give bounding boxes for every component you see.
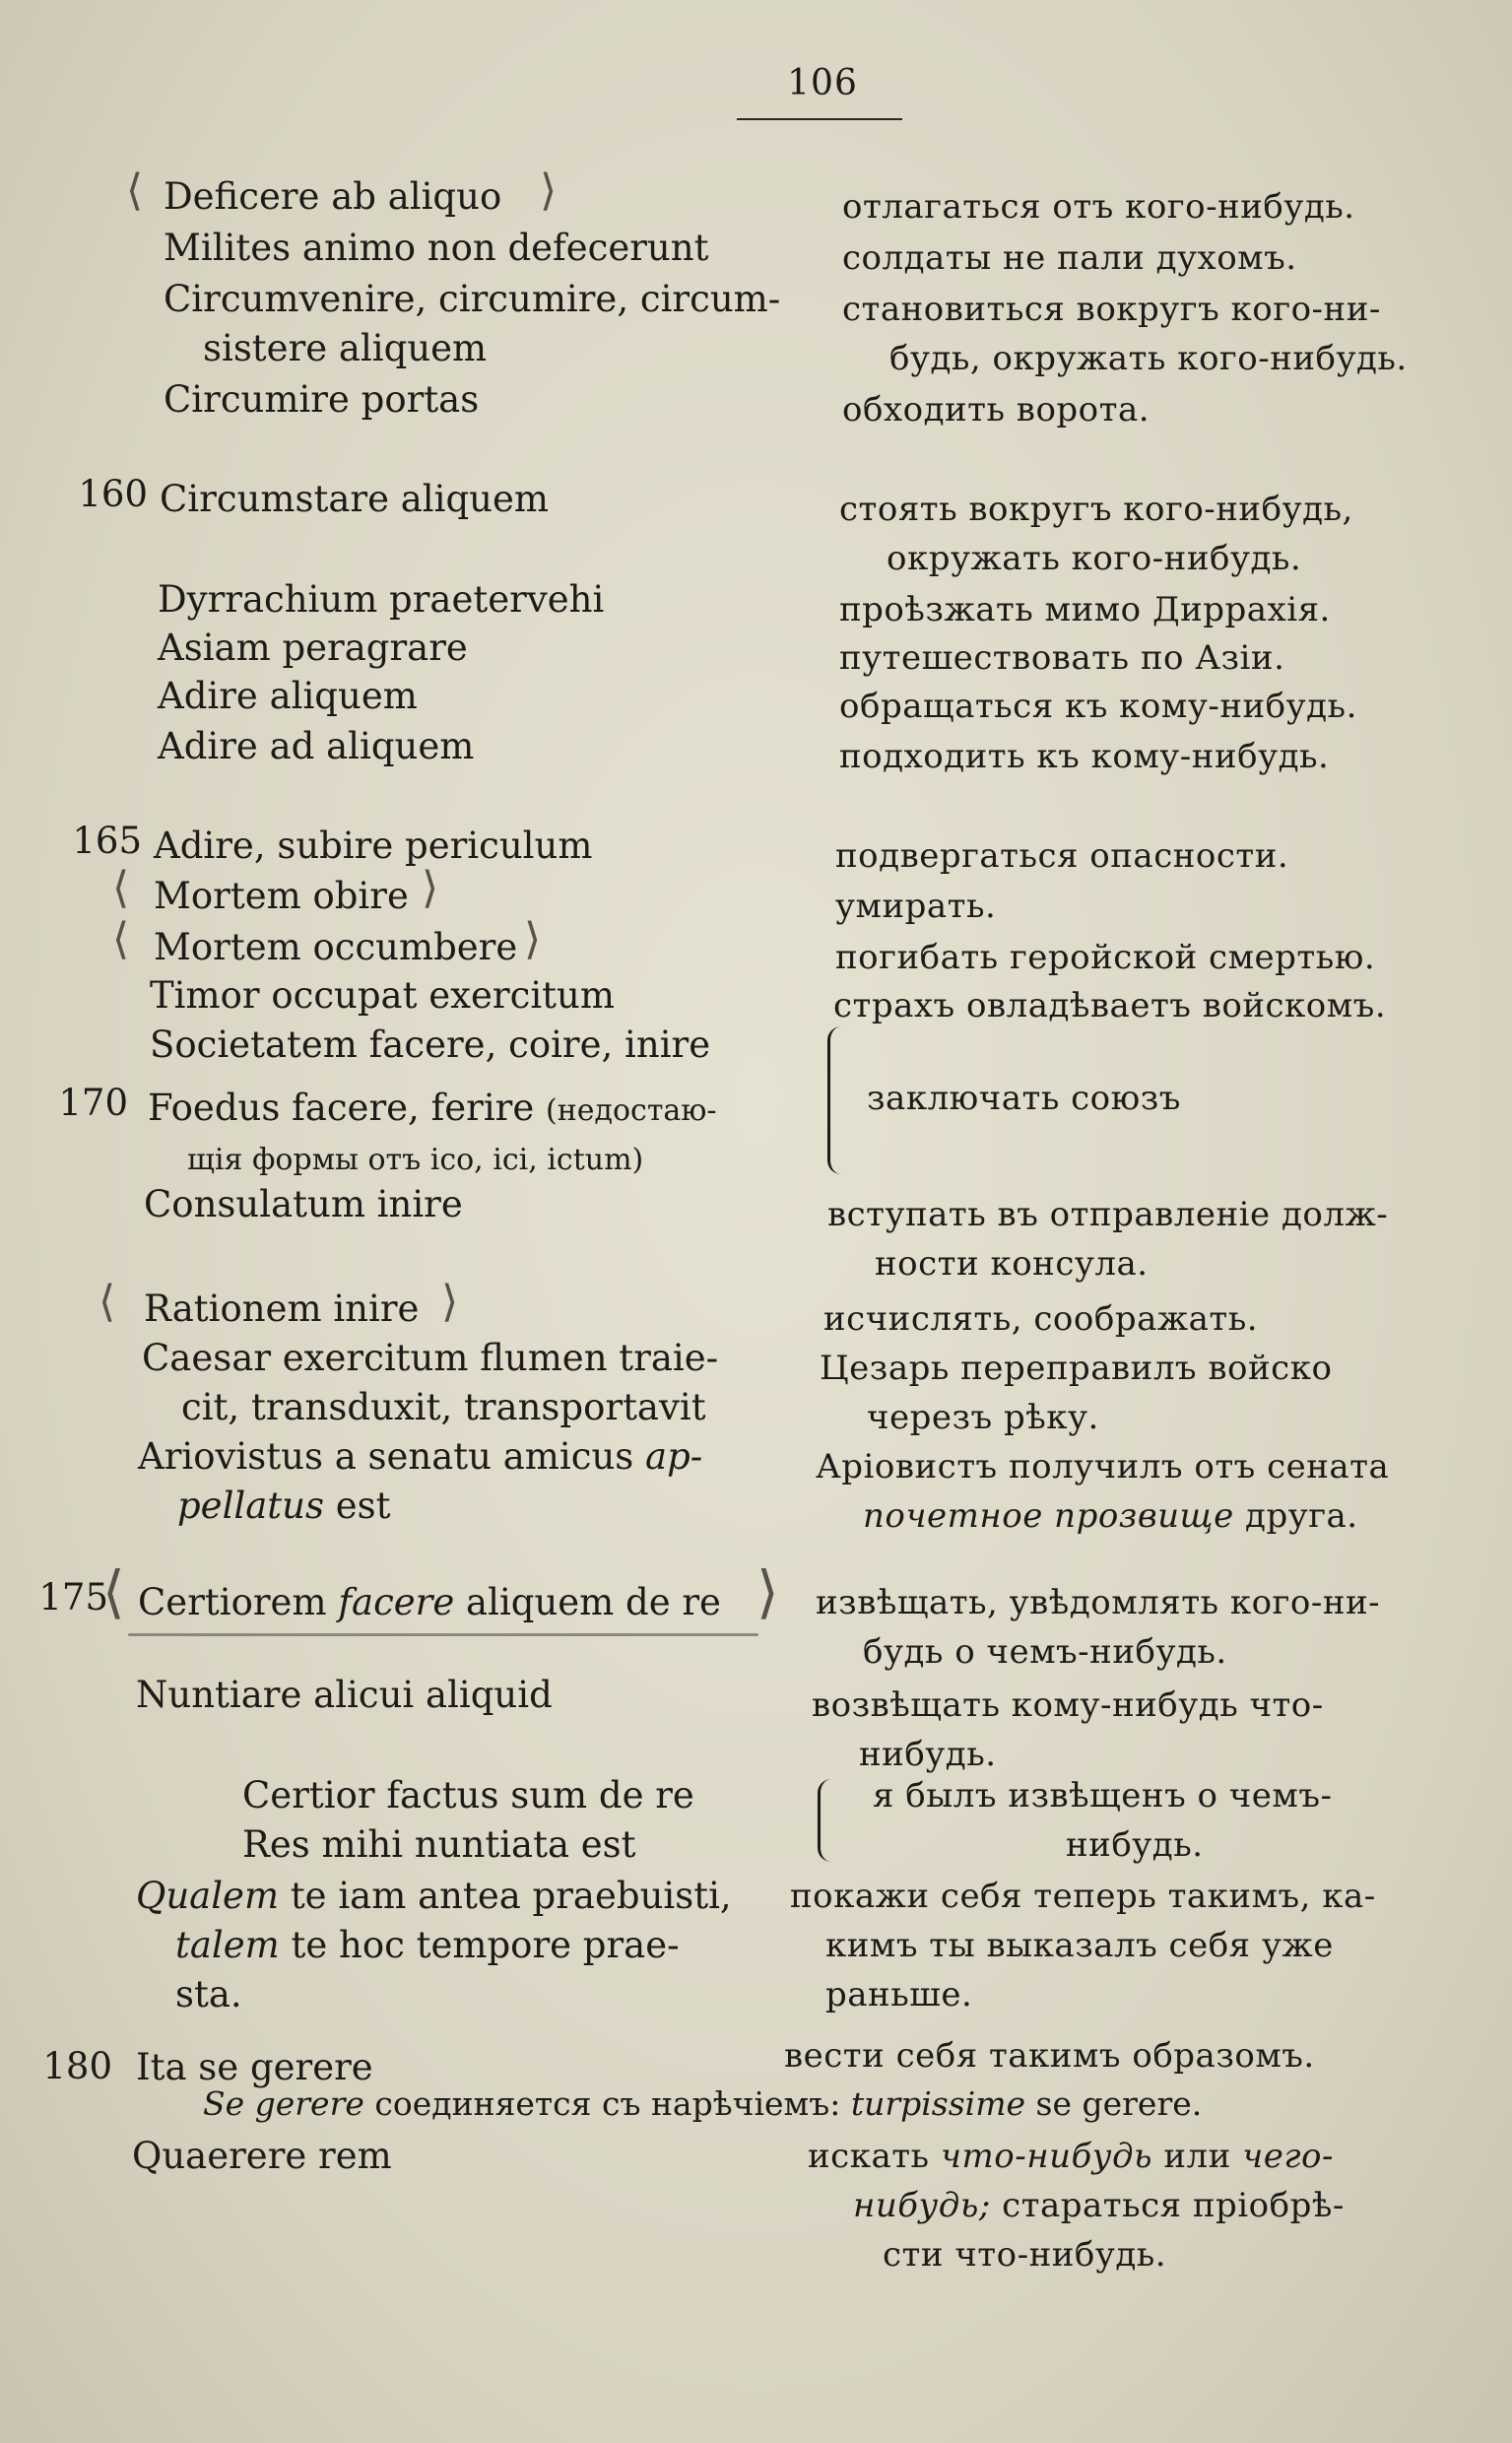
latin-text: Certiorem (138, 1581, 327, 1623)
latin-phrase: Ita se gerere (136, 2046, 373, 2088)
russian-line-continued: раньше. (825, 1975, 973, 2014)
latin-phrase: Milites animo non defecerunt (164, 227, 709, 269)
latin-phrase (138, 1578, 721, 1627)
russian-translation: погибать геройской смертью. (835, 938, 1376, 977)
russian-translation (827, 1190, 1388, 1288)
latin-line: Circumvenire, circumire, circum- (164, 278, 781, 320)
page-number-rule (737, 118, 902, 120)
latin-line-continued: щія формы отъ ico, ici, ictum) (187, 1143, 644, 1177)
russian-translation: умирать. (835, 887, 997, 926)
latin-line: Caesar exercitum flumen traie- (142, 1337, 719, 1379)
latin-text: Ariovistus a senatu amicus (138, 1435, 634, 1478)
latin-phrase: Deficere ab aliquo (164, 175, 502, 218)
russian-text: друга. (1245, 1496, 1358, 1536)
latin-phrase: Adire, subire periculum (154, 825, 593, 867)
latin-phrase: Mortem obire (154, 875, 409, 917)
russian-translation: вести себя такимъ образомъ. (784, 2036, 1315, 2076)
latin-line: Certior factus sum de re (242, 1774, 694, 1816)
russian-line: извѣщать, увѣдомлять кого-ни- (816, 1583, 1381, 1622)
line-number: 160 (78, 473, 148, 515)
note-text: se gerere. (1035, 2084, 1203, 2123)
latin-phrase: Asiam peragrare (158, 627, 468, 669)
latin-text: te iam antea praebuisti, (290, 1875, 732, 1917)
pencil-bracket-right-icon: ⟩ (441, 1277, 459, 1327)
russian-translation: обходить ворота. (842, 390, 1150, 429)
pencil-bracket-left-icon: ⟨ (99, 1277, 116, 1327)
russian-line-continued (808, 2181, 1345, 2230)
latin-phrase: Timor occupat exercitum (150, 974, 615, 1017)
russian-translation (812, 1681, 1324, 1779)
russian-line: покажи себя теперь такимъ, ка- (790, 1877, 1376, 1916)
russian-line: Цезарь переправилъ войско (820, 1349, 1333, 1388)
latin-line: Foedus facere, ferire (148, 1087, 535, 1129)
latin-phrase: Rationem inire (144, 1288, 420, 1330)
russian-translation: путешествовать по Азіи. (839, 638, 1285, 678)
latin-phrase (242, 1771, 694, 1870)
latin-note: (недостаю- (546, 1093, 717, 1128)
russian-translation (816, 1442, 1389, 1541)
russian-translation (820, 1344, 1332, 1442)
line-number: 165 (72, 820, 142, 862)
russian-line: вступать въ отправленіе долж- (827, 1195, 1389, 1234)
grouping-brace (827, 1026, 854, 1174)
latin-phrase: Circumire portas (164, 378, 480, 421)
russian-translation: обращаться къ кому-нибудь. (839, 687, 1357, 726)
latin-text: te hoc tempore prae- (291, 1924, 680, 1966)
russian-line: стоять вокругъ кого-нибудь, (839, 490, 1353, 529)
line-number: 175 (38, 1576, 108, 1618)
line-number: 170 (58, 1082, 128, 1124)
russian-translation: проѣзжать мимо Диррахія. (839, 590, 1331, 629)
russian-translation: солдаты не пали духомъ. (842, 238, 1297, 278)
pencil-bracket-right-icon: ⟩ (756, 1558, 779, 1625)
latin-phrase (164, 275, 780, 373)
latin-phrase: Consulatum inire (144, 1183, 463, 1225)
latin-italic: ap- (645, 1435, 703, 1478)
russian-text: искать (808, 2137, 930, 2176)
russian-line-continued: будь о чемъ-нибудь. (863, 1632, 1227, 1672)
russian-translation (839, 485, 1353, 583)
russian-translation: заключать союзъ (867, 1079, 1181, 1118)
russian-line-continued: будь, окружать кого-нибудь. (889, 339, 1408, 378)
latin-line: Res mihi nuntiata est (242, 1823, 636, 1866)
latin-phrase (138, 1432, 702, 1531)
latin-text: aliquem de re (466, 1581, 721, 1623)
note-italic: turpissime (850, 2084, 1026, 2123)
grouping-brace (818, 1779, 844, 1862)
latin-line-continued (136, 1921, 732, 1970)
latin-line (136, 1875, 732, 1917)
latin-line-continued: cit, transduxit, transportavit (181, 1386, 706, 1428)
russian-line-continued: нибудь. (1066, 1825, 1204, 1865)
latin-italic: Qualem (136, 1875, 280, 1917)
pencil-bracket-right-icon: ⟩ (540, 165, 558, 216)
russian-translation: исчислять, соображать. (823, 1299, 1259, 1339)
pencil-bracket-right-icon: ⟩ (524, 914, 542, 964)
russian-translation: отлагаться отъ кого-нибудь. (842, 187, 1355, 227)
russian-translation (808, 2132, 1345, 2279)
pencil-bracket-left-icon: ⟨ (112, 914, 130, 964)
latin-phrase: Adire ad aliquem (158, 725, 475, 767)
russian-translation: подходить къ кому-нибудь. (839, 737, 1330, 776)
pencil-bracket-left-icon: ⟨ (112, 863, 130, 913)
russian-italic: чего- (1242, 2137, 1335, 2176)
latin-line-continued: sta. (175, 1973, 242, 2015)
russian-line-continued: черезъ рѣку. (867, 1398, 1099, 1437)
latin-phrase: Societatem facere, coire, inire (150, 1023, 711, 1066)
latin-phrase: Adire aliquem (158, 675, 418, 717)
latin-phrase: Mortem occumbere (154, 926, 518, 968)
latin-italic: talem (175, 1924, 280, 1966)
russian-translation: подвергаться опасности. (835, 836, 1289, 876)
russian-line-continued (816, 1491, 1389, 1541)
latin-phrase (142, 1334, 718, 1432)
note-text: соединяется съ нарѣчіемъ: (374, 2084, 841, 2123)
line-number: 180 (42, 2045, 112, 2087)
latin-italic: facere (338, 1581, 455, 1623)
pencil-bracket-right-icon: ⟩ (422, 863, 439, 913)
latin-italic: pellatus (177, 1485, 324, 1527)
latin-phrase: Circumstare aliquem (160, 478, 549, 520)
russian-line: Аріовистъ получилъ отъ сената (816, 1447, 1390, 1486)
latin-phrase: Quaerere rem (132, 2135, 392, 2177)
pencil-bracket-left-icon: ⟨ (126, 165, 144, 216)
russian-line-continued: ности консула. (875, 1244, 1149, 1284)
latin-phrase (148, 1084, 717, 1185)
russian-text: стараться пріобрѣ- (1002, 2186, 1345, 2225)
russian-line-continued: кимъ ты выказалъ себя уже (825, 1926, 1334, 1965)
russian-text: или (1163, 2137, 1231, 2176)
latin-line-continued: sistere aliquem (203, 327, 488, 369)
russian-translation (816, 1578, 1380, 1677)
russian-line (808, 2137, 1334, 2176)
russian-translation (842, 285, 1408, 383)
russian-line-continued: окружать кого-нибудь. (887, 539, 1302, 578)
russian-translation (790, 1872, 1376, 2019)
latin-text: est (335, 1485, 391, 1527)
latin-line-continued (138, 1482, 702, 1531)
latin-phrase (136, 1872, 732, 2019)
russian-line: становиться вокругъ кого-ни- (842, 290, 1381, 329)
pencil-underline (128, 1633, 758, 1636)
russian-line: возвѣщать кому-нибудь что- (812, 1685, 1324, 1725)
latin-phrase: Dyrrachium praetervehi (158, 578, 605, 621)
page-number: 106 (787, 63, 858, 103)
russian-line-continued: нибудь. (859, 1735, 997, 1774)
latin-line (138, 1435, 702, 1478)
russian-line-continued: сти что-нибудь. (883, 2235, 1167, 2275)
note-italic: Se gerere (203, 2084, 364, 2123)
russian-italic: почетное прозвище (863, 1496, 1234, 1536)
latin-phrase: Nuntiare alicui aliquid (136, 1674, 553, 1716)
russian-translation (873, 1771, 1332, 1870)
russian-italic: нибудь; (853, 2186, 991, 2225)
pencil-bracket-left-icon: ⟨ (102, 1558, 125, 1625)
russian-line: я былъ извѣщенъ о чемъ- (873, 1776, 1333, 1816)
grammar-note (203, 2084, 1202, 2123)
russian-translation: страхъ овладѣваетъ войскомъ. (833, 986, 1387, 1025)
russian-italic: что-нибудь (940, 2137, 1153, 2176)
